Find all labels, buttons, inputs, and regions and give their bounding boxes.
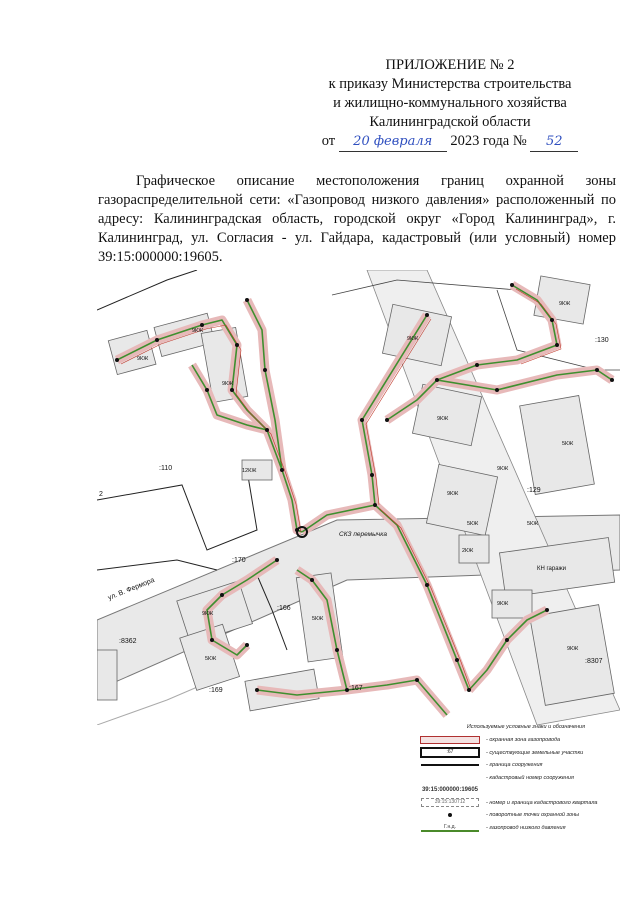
legend-row: [420, 772, 632, 785]
station-label: СКЗ перемычка: [339, 531, 387, 538]
parcel-label: :166: [277, 605, 291, 612]
zone-swatch: [420, 736, 480, 744]
building-label: 5КЖ: [562, 441, 574, 447]
parcel-label: :129: [527, 487, 541, 494]
building-label: 12КЖ: [242, 468, 257, 474]
legend-text: - охранная зона газопровода: [486, 737, 561, 744]
order-line-1: к приказу Министерства строительства: [328, 76, 572, 92]
building-label: 9КЖ: [559, 301, 571, 307]
handwritten-date: 20 февраля: [339, 132, 447, 152]
legend-text: - кадастровый номер сооружения: [486, 774, 574, 781]
building-label: 9КЖ: [497, 601, 509, 607]
parcel-label: 2: [99, 491, 103, 498]
parcel-label: :169: [209, 687, 223, 694]
legend-row: [420, 734, 632, 747]
building-label: 5КЖ: [312, 616, 324, 622]
building-label: 9КЖ: [567, 646, 579, 652]
boundary-swatch: [421, 764, 479, 766]
legend-text: - существующие земельные участки: [486, 749, 584, 756]
turning-point-dot: [448, 813, 452, 817]
legend-row: [420, 822, 632, 835]
map-legend: [420, 724, 632, 834]
building-label: 9КЖ: [192, 328, 204, 334]
legend-text: - номер и граница кадастрового квартала: [486, 799, 598, 806]
parcel-label: :170: [232, 557, 246, 564]
parcel-boundary: [97, 560, 217, 570]
building-label: 9КЖ: [222, 381, 234, 387]
legend-text: - граница сооружения: [486, 762, 543, 769]
building-label: 9КЖ: [447, 491, 459, 497]
parcel-label: :130: [595, 337, 609, 344]
legend-title: Используемые условные знаки и обозначения: [466, 724, 586, 730]
parcel-label: :8362: [119, 638, 137, 645]
building-label: КН гаражи: [537, 566, 566, 572]
handwritten-number: 52: [530, 132, 578, 152]
parcel-label: :8307: [585, 658, 603, 665]
map-drawing: [97, 270, 620, 725]
quarter-swatch: 39:15:130712: [421, 798, 479, 807]
building-label: 9КЖ: [437, 416, 449, 422]
parcel-swatch: :67: [420, 747, 480, 758]
building-label: 5КЖ: [467, 521, 479, 527]
legend-row: [420, 797, 632, 810]
legend-text: - газопровод низкого давления: [486, 824, 566, 831]
parcel-boundary: [97, 470, 257, 550]
order-line-2: и жилищно-коммунального хозяйства: [333, 95, 567, 111]
graphic-description: Графическое описание местоположения границ охранной зоны газораспределительной сети: «Газопровод низкого давления» расположенный по адресу: Калининградская область, городской округ «Город Калининград», г. Калининград, ул. Согласия - ул. Гайдара, кадастровый (или условный) номер 39:15:000000:19605.: [98, 173, 616, 265]
building-label: 9КЖ: [407, 336, 419, 342]
legend-row: [420, 784, 632, 797]
order-line-3: Калининградской области: [369, 114, 531, 130]
parcel-boundary: [97, 270, 197, 310]
building-label: 2КЖ: [462, 548, 474, 554]
cadastral-number: 39:15:000000:19605: [421, 787, 479, 794]
from-prefix: от: [321, 133, 336, 149]
parcel-label: :167: [349, 685, 363, 692]
legend-text: - поворотные точки охранной зоны: [486, 812, 580, 819]
legend-row: [420, 759, 632, 772]
building-label: 5КЖ: [205, 656, 217, 662]
building-label: 5КЖ: [527, 521, 539, 527]
building-label: 9КЖ: [137, 356, 149, 362]
cadastral-map: [97, 270, 620, 725]
pipeline-swatch: Г.н.д.: [421, 824, 479, 832]
parcel-label: :110: [159, 465, 173, 472]
building-label: 9КЖ: [497, 466, 509, 472]
order-date-line: [300, 132, 600, 152]
year-text: 2023 года №: [450, 133, 527, 149]
legend-row: [420, 747, 632, 760]
appendix-header: [300, 56, 600, 152]
street-label: ул. В. Фермора: [107, 576, 156, 602]
building-label: 9КЖ: [202, 611, 214, 617]
legend-row: [420, 809, 632, 822]
appendix-title: ПРИЛОЖЕНИЕ № 2: [385, 57, 515, 73]
